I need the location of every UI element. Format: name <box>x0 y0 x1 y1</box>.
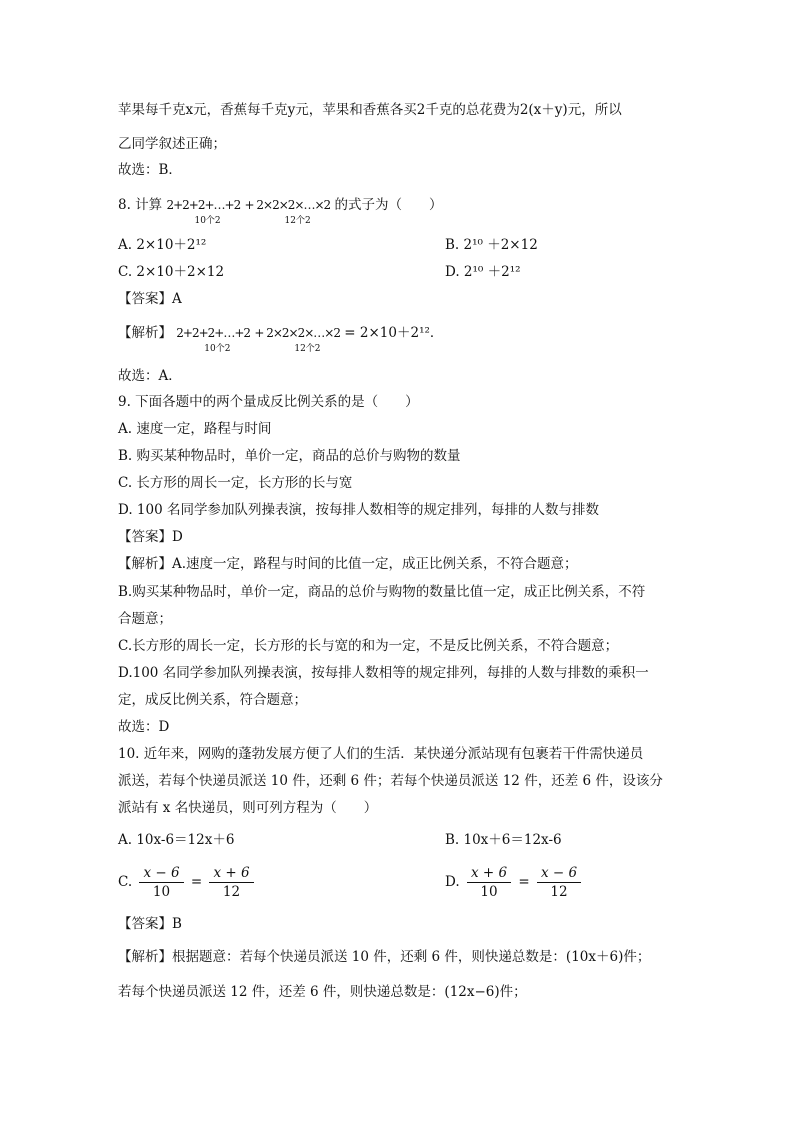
analysis-line: 定，成反比例关系，符合题意； <box>118 692 307 708</box>
fraction: $\frac{x - 6}{12}$ <box>537 864 581 901</box>
text-line: 乙同学叙述正确； <box>118 136 226 152</box>
option-a: A. 2×10＋2¹² <box>118 237 207 253</box>
answer-label: 【答案】D <box>118 529 183 545</box>
option-b: B. 10x＋6＝12x-6 <box>445 832 562 848</box>
answer-label: 【答案】B <box>118 916 182 932</box>
analysis-line: B.购买某种物品时，单价一定，商品的总价与购物的数量比值一定，成正比例关系，不符 <box>118 584 646 600</box>
option-b: B. 2¹⁰ ＋2×12 <box>445 237 538 253</box>
analysis-8: 【解析】 2+2+2+…+2 10个2 + 2×2×2×…×2 12个2 = 2×10＋2¹²． <box>118 325 444 354</box>
text-line: 故选：D <box>118 719 170 735</box>
question-10-line: 派送，若每个快递员派送 10 件，还剩 6 件；若每个快递员派送 12 件，还差 6 件，设该分 <box>118 773 663 789</box>
text-line: 苹果每千克x元，香蕉每千克y元，苹果和香蕉各买2千克的总花费为2(x＋y)元，所以 <box>118 102 622 118</box>
question-10-line: 派站有 x 名快递员，则可列方程为（ ） <box>118 800 378 816</box>
fraction: $\frac{x - 6}{10}$ <box>139 864 183 901</box>
option-a: A. 速度一定，路程与时间 <box>118 421 272 437</box>
question-9: 9. 下面各题中的两个量成反比例关系的是（ ） <box>118 394 419 410</box>
option-c: C. $\frac{x - 6}{10}$ = $\frac{x + 6}{12}$ <box>118 864 257 901</box>
q8-suffix: 的式子为（ ） <box>334 197 443 213</box>
fraction: $\frac{x + 6}{12}$ <box>209 864 253 901</box>
analysis-line: 【解析】A.速度一定，路程与时间的比值一定，成正比例关系，不符合题意； <box>118 556 578 572</box>
analysis-line: C.长方形的周长一定，长方形的长与宽的和为一定，不是反比例关系，不符合题意； <box>118 638 619 654</box>
fraction: $\frac{x + 6}{10}$ <box>467 864 511 901</box>
question-8 <box>118 195 443 226</box>
q8-sum-expression: 2+2+2+…+2 10个2 <box>166 195 240 215</box>
analysis-line: 若每个快递员派送 12 件，还差 6 件，则快递总数是：(12x−6)件； <box>118 984 527 1000</box>
analysis-line: 合题意； <box>118 611 172 627</box>
q8-product-count: 12个2 <box>284 216 311 226</box>
option-d: D. 100 名同学参加队列操表演，按每排人数相等的规定排列，每排的人数与排数 <box>118 502 599 518</box>
answer-label: 【答案】A <box>118 291 182 307</box>
q8-product-expression: + 2×2×2×…×2 12个2 <box>245 195 331 215</box>
analysis-line: D.100 名同学参加队列操表演，按每排人数相等的规定排列，每排的人数与排数的乘积一 <box>118 665 649 681</box>
text-line: 故选：B． <box>118 162 182 178</box>
option-b: B. 购买某种物品时，单价一定，商品的总价与购物的数量 <box>118 448 461 464</box>
option-d: D. 2¹⁰ ＋2¹² <box>445 264 521 280</box>
option-c: C. 2×10＋2×12 <box>118 264 225 280</box>
q8-prefix: 8. 计算 <box>118 197 163 213</box>
analysis-line: 【解析】根据题意：若每个快递员派送 10 件，还剩 6 件，则快递总数是：(10x＋6)件； <box>118 949 651 965</box>
option-a: A. 10x-6＝12x＋6 <box>118 832 235 848</box>
question-10: 10. 近年来，网购的蓬勃发展方便了人们的生活．某快递分派站现有包裹若干件需快递员 <box>118 746 644 762</box>
text-line: 故选：A． <box>118 368 182 384</box>
q8-sum-count: 10个2 <box>194 216 221 226</box>
option-d: D. $\frac{x + 6}{10}$ = $\frac{x - 6}{12}$ <box>445 864 584 901</box>
option-c: C. 长方形的周长一定，长方形的长与宽 <box>118 475 353 491</box>
